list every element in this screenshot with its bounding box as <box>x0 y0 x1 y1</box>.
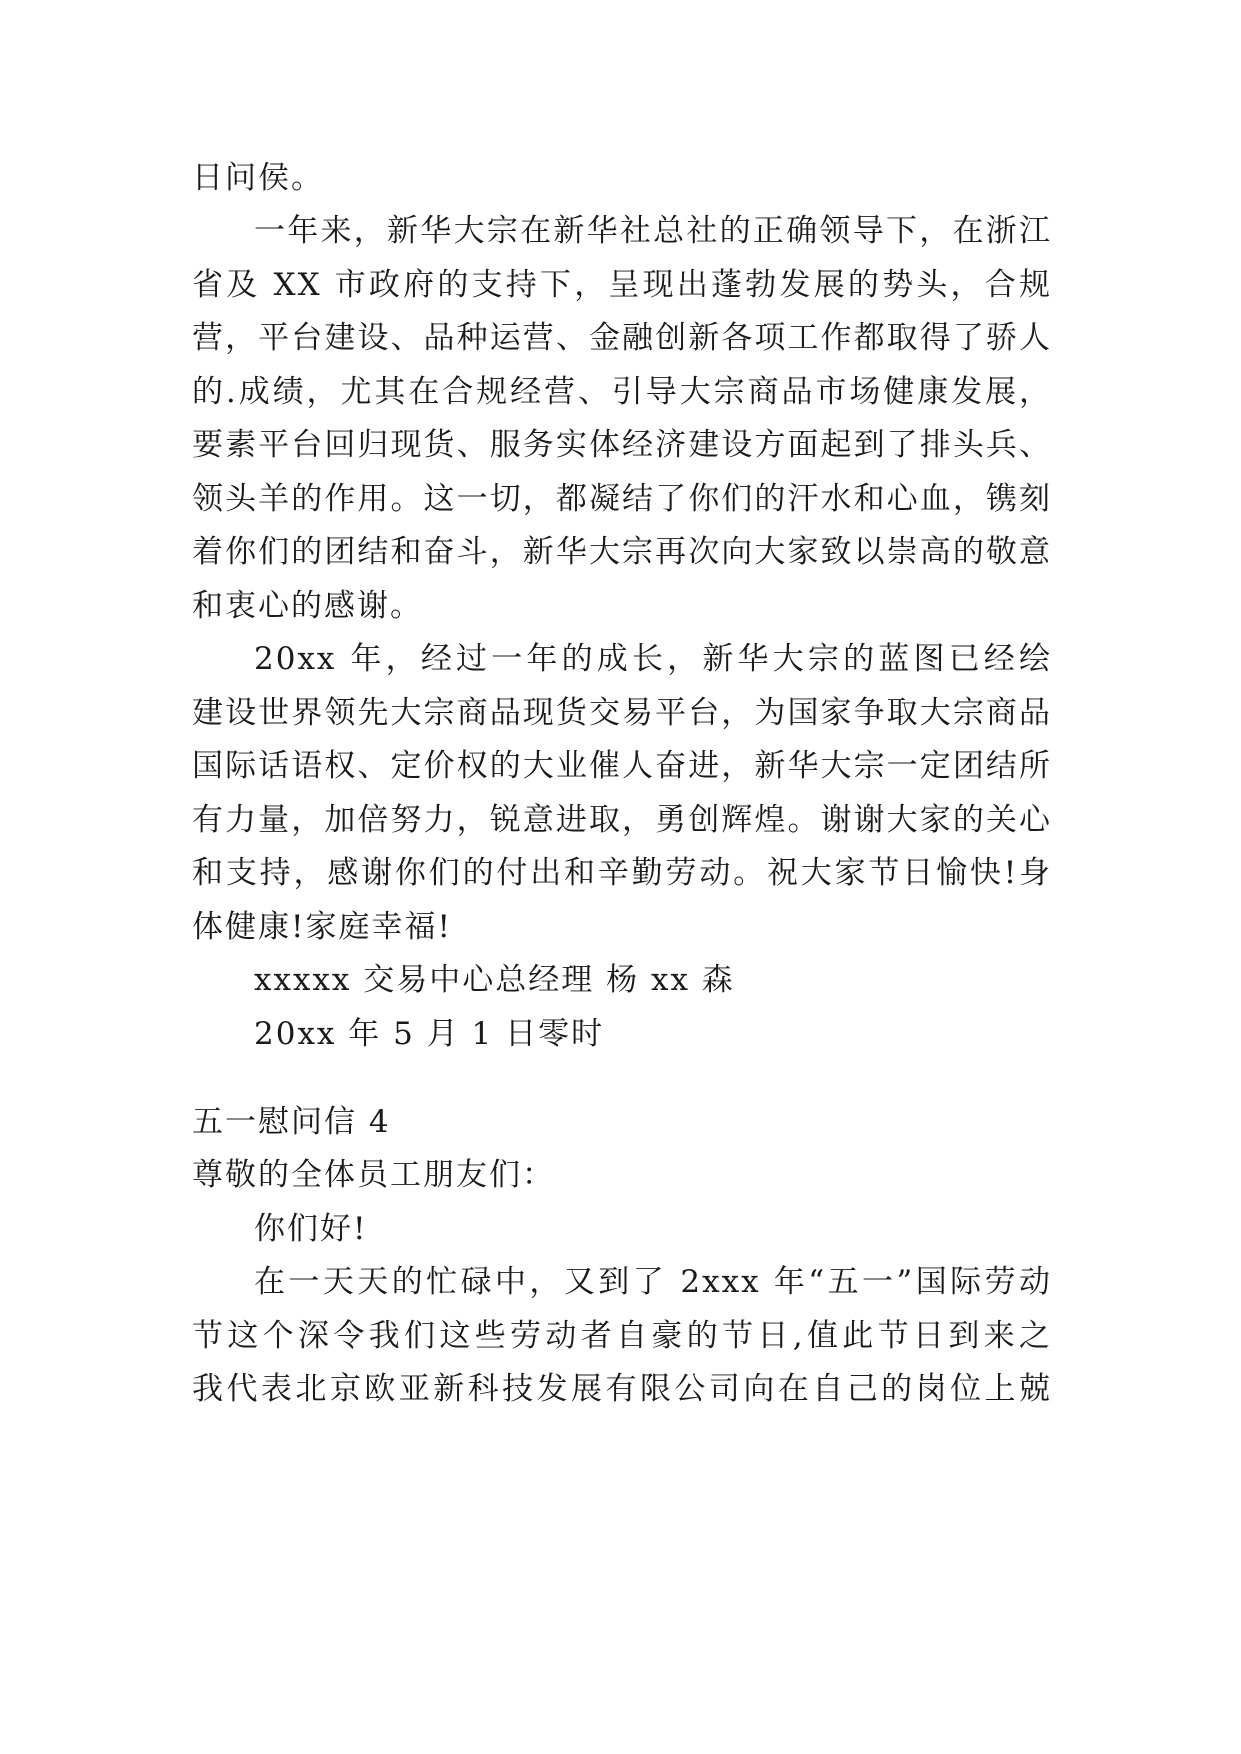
salutation: 尊敬的全体员工朋友们： <box>192 1157 555 1193</box>
text-line: 和衷心的感谢。 <box>192 588 423 624</box>
text-line: 的.成绩，尤其在合规经营、引导大宗商品市场健康发展， <box>192 374 1052 410</box>
text-line: 着你们的团结和奋斗，新华大宗再次向大家致以崇高的敬意 <box>192 534 1052 570</box>
text-line: 日问侯。 <box>192 160 324 196</box>
text-line: 有力量，加倍努力，锐意进取，勇创辉煌。谢谢大家的关心 <box>192 802 1052 838</box>
text-line: 建设世界领先大宗商品现货交易平台，为国家争取大宗商品 <box>192 695 1052 731</box>
text-line: 国际话语权、定价权的大业催人奋进，新华大宗一定团结所 <box>192 748 1052 784</box>
text-line: 我代表北京欧亚新科技发展有限公司向在自己的岗位上兢 <box>192 1371 1052 1407</box>
text-line: 20xx 年，经过一年的成长，新华大宗的蓝图已经绘 <box>254 641 1052 677</box>
text-line: 体健康!家庭幸福! <box>192 909 452 945</box>
text-line: 要素平台回归现货、服务实体经济建设方面起到了排头兵、 <box>192 427 1052 463</box>
text-line: 在一天天的忙碌中，又到了 2xxx 年“五一”国际劳动 <box>254 1264 1052 1300</box>
date-line: 20xx 年 5 月 1 日零时 <box>254 1016 605 1052</box>
text-line: 一年来，新华大宗在新华社总社的正确领导下，在浙江 <box>254 213 1052 249</box>
greeting: 你们好! <box>254 1211 368 1247</box>
text-line: 和支持，感谢你们的付出和辛勤劳动。祝大家节日愉快!身 <box>192 855 1052 891</box>
text-line: 省及 XX 市政府的支持下，呈现出蓬勃发展的势头，合规 <box>192 267 1052 303</box>
text-line: 领头羊的作用。这一切，都凝结了你们的汗水和心血，镌刻 <box>192 481 1052 517</box>
section-heading: 五一慰问信 4 <box>192 1104 391 1140</box>
text-line: 节这个深令我们这些劳动者自豪的节日,值此节日到来之 <box>192 1318 1052 1354</box>
text-line: 营，平台建设、品种运营、金融创新各项工作都取得了骄人 <box>192 320 1052 356</box>
signature-line: xxxxx 交易中心总经理 杨 xx 森 <box>254 962 735 998</box>
